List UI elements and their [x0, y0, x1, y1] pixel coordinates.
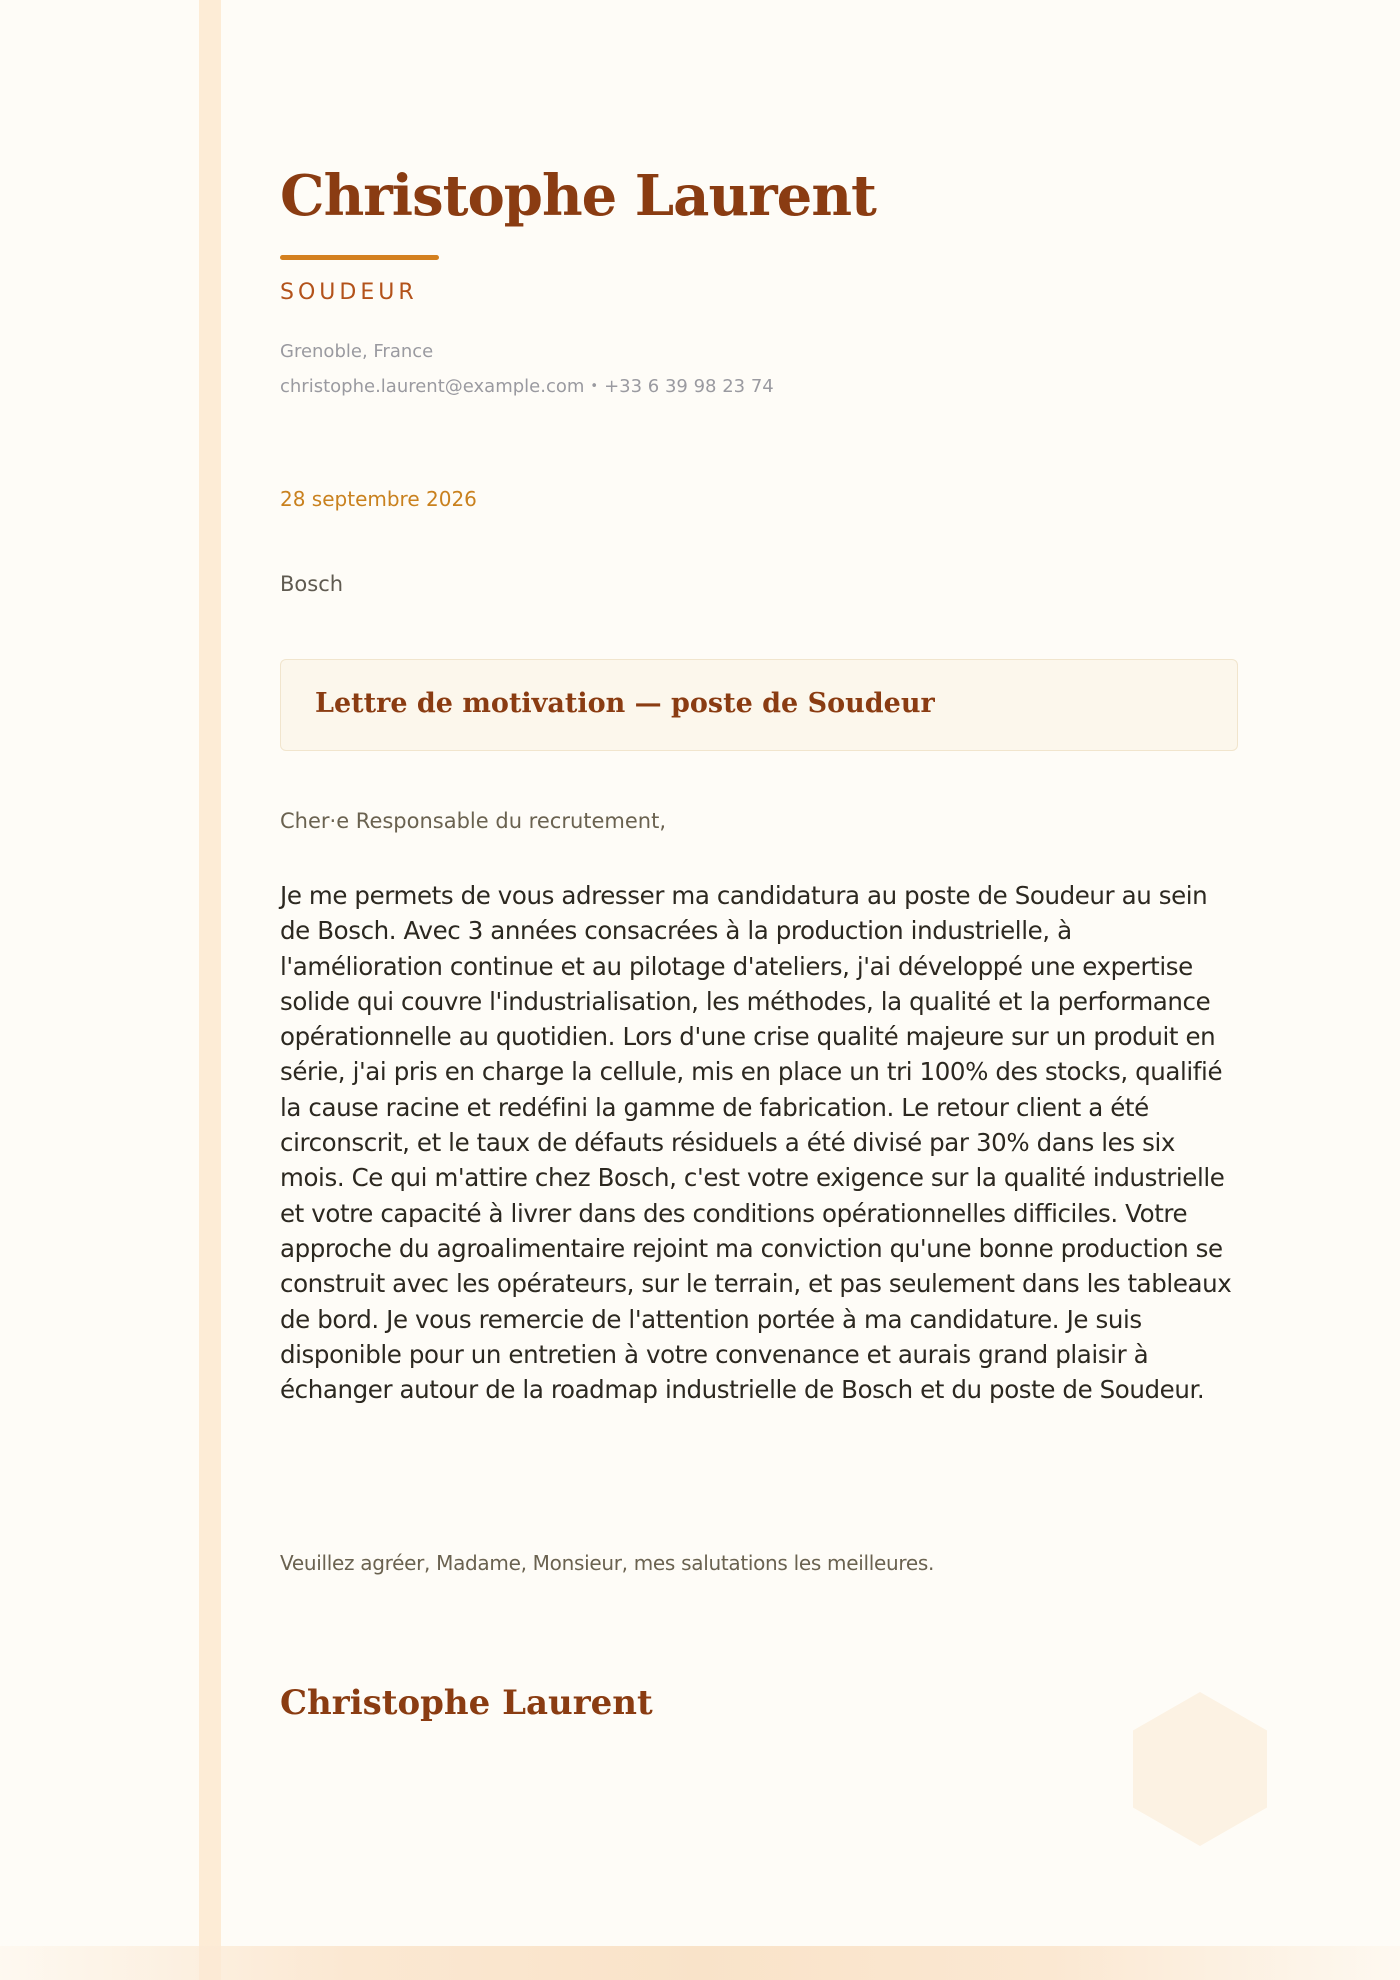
separator-dot: •	[590, 379, 599, 394]
hexagon-decoration	[1133, 1692, 1267, 1846]
title-divider	[280, 255, 439, 260]
side-stripe-decoration	[199, 0, 221, 1980]
letter-subject: Lettre de motivation — poste de Soudeur	[315, 688, 935, 719]
letter-closing: Veuillez agréer, Madame, Monsieur, mes salutations les meilleures.	[280, 1551, 935, 1575]
sender-name: Christophe Laurent	[280, 163, 876, 229]
bottom-gradient-band	[0, 1946, 1400, 1980]
sender-contact	[280, 376, 774, 397]
job-title: SOUDEUR	[280, 280, 418, 305]
subject-box	[280, 659, 1238, 751]
letter-body: Je me permets de vous adresser ma candidatura au poste de Soudeur au sein de Bosch. Avec 3 années consacrées à la production industrielle, à l'amélioration continue et au pilotage d'ateliers, j'ai développé une expertise solide qui couvre l'industrialisation, les méthodes, la qualité et la performance opérationnelle au quotidien. Lors d'une crise qualité majeure sur un produit en série, j'ai pris en charge la cellule, mis en place un tri 100% des stocks, qualifié la cause racine et redéfini la gamme de fabrication. Le retour client a été circonscrit, et le taux de défauts résiduels a été divisé par 30% dans les six mois. Ce qui m'attire chez Bosch, c'est votre exigence sur la qualité industrielle et votre capacité à livrer dans des conditions opérationnelles difficiles. Votre approche du agroalimentaire rejoint ma conviction qu'une bonne production se construit avec les opérateurs, sur le terrain, et pas seulement dans les tableaux de bord. Je vous remercie de l'attention portée à ma candidature. Je suis disponible pour un entretien à votre convenance et aurais grand plaisir à échanger autour de la roadmap industrielle de Bosch et du poste de Soudeur.	[280, 881, 1232, 1405]
sender-city: Grenoble, France	[280, 341, 434, 362]
sender-email: christophe.laurent@example.com	[280, 376, 585, 397]
letter-salutation: Cher·e Responsable du recrutement,	[280, 809, 667, 833]
signature: Christophe Laurent	[280, 1683, 653, 1723]
sender-phone: +33 6 39 98 23 74	[604, 376, 774, 397]
letter-date: 28 septembre 2026	[280, 487, 477, 511]
recipient-company: Bosch	[280, 572, 344, 596]
